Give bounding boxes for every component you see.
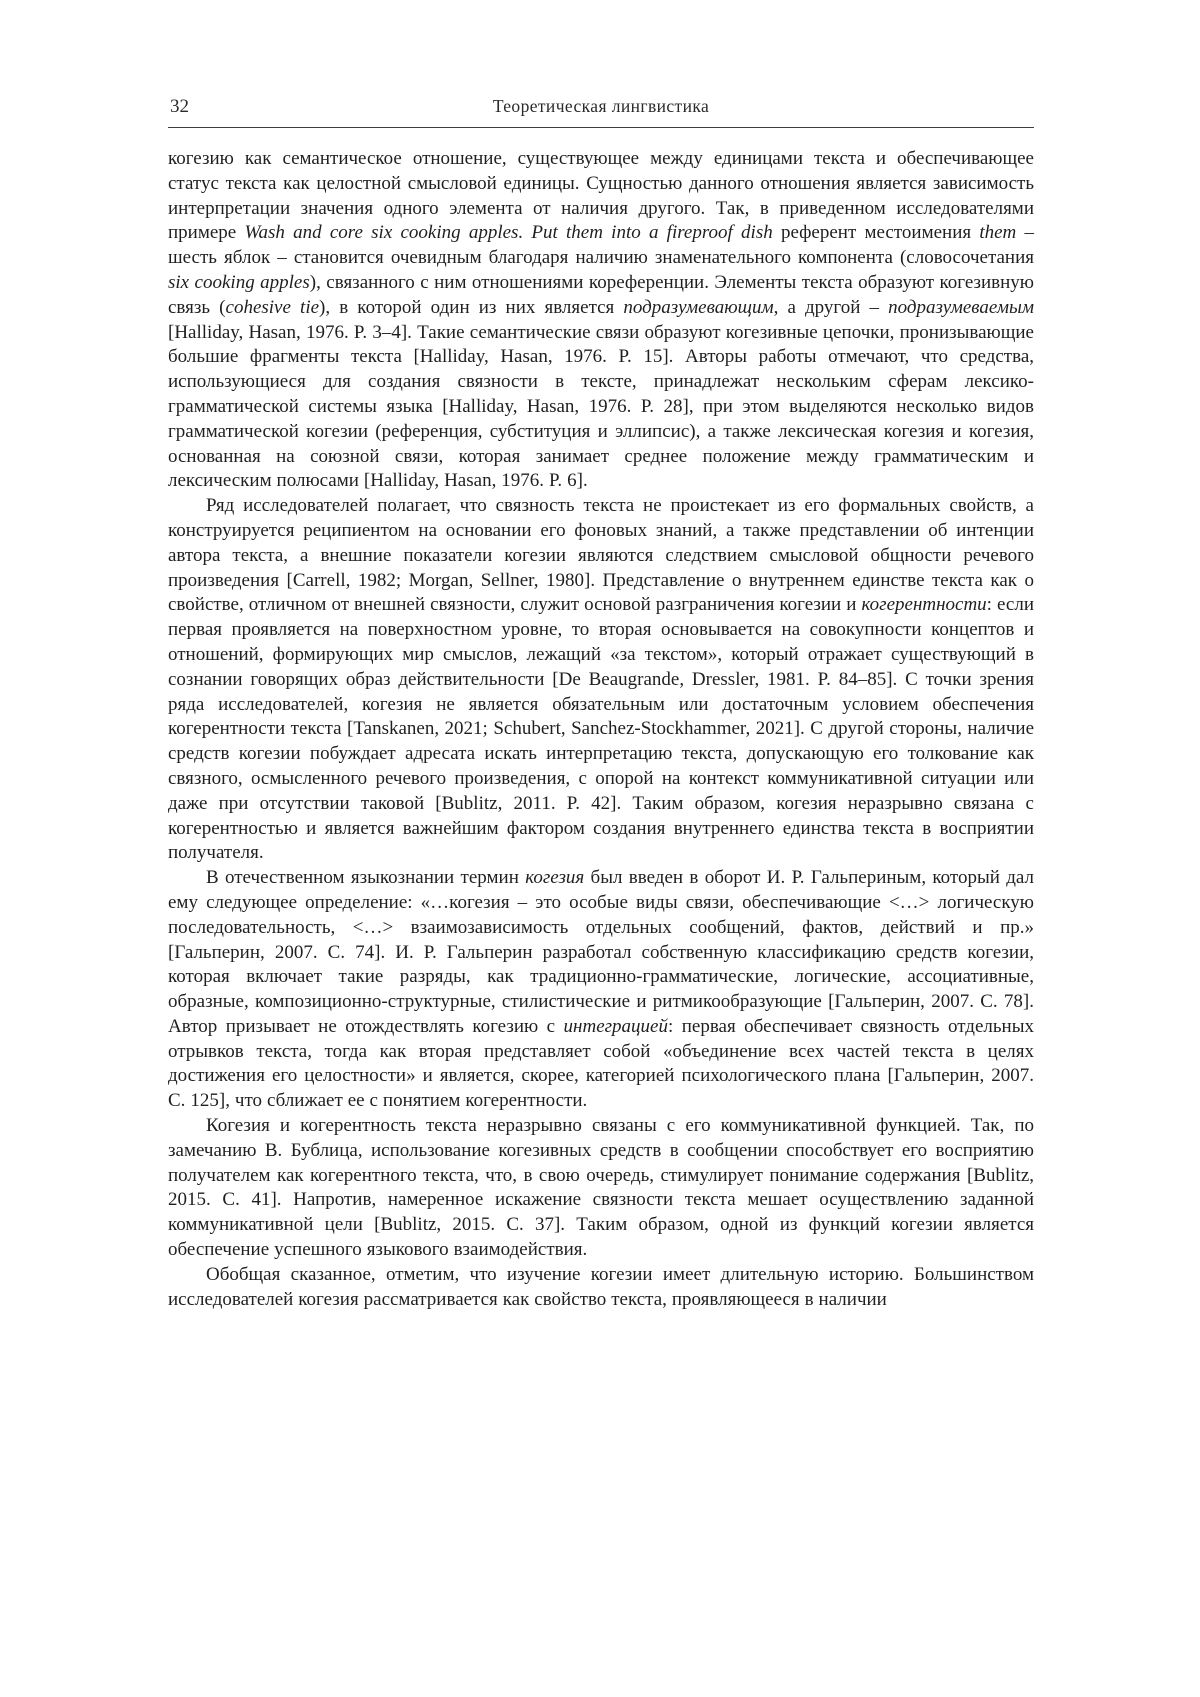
paragraph (168, 1263, 1034, 1313)
text-run: был введен в оборот И. Р. Гальпериным, который дал ему следующее определение: «…когезия – это особые виды связи, обеспечивающие <…> логическую последовательность, <…> взаимозависимость отдельных сообщений, фактов, действий и пр.» [Гальперин, 2007. С. 74]. И. Р. Гальперин разработал собственную классификацию средств когезии, которая включает такие разряды, как традиционно-грамматические, логические, ассоциативные, образные, композиционно-структурные, стилистические и ритмикообразующие [Гальперин, 2007. С. 78]. Автор призывает не отождествлять когезию с (168, 867, 1034, 1037)
text-run: , а другой – (773, 296, 889, 318)
text-run: Обобщая сказанное, отметим, что изучение когезии имеет длительную историю. Большинством исследователей когезия рассматривается как свойство текста, проявляющееся в наличии (168, 1263, 1034, 1310)
italic-text-run: six cooking apples (168, 271, 310, 293)
italic-text-run: когерентности (861, 594, 987, 616)
italic-text-run: когезия (525, 867, 585, 889)
text-run: – шесть яблок – становится очевидным благодаря наличию знаменательного компонента (словосочетания (168, 222, 1034, 269)
text-run: когезию как семантическое отношение, существующее между единицами текста и обеспечивающее статус текста как целостной смысловой единицы. Сущностью данного отношения является зависимость интерпретации значения одного элемента от наличия другого. Так, в приведенном исследователями примере (168, 148, 1034, 244)
text-run: ), связанного с ним отношениями кореференции. Элементы текста образуют когезивную связь ( (168, 271, 1034, 318)
italic-text-run: интеграцией (563, 1015, 668, 1037)
text-run: референт местоимения (772, 222, 980, 244)
text-run: В отечественном языкознании термин (206, 867, 526, 889)
text-run: Когезия и когерентность текста неразрывно связаны с его коммуникативной функцией. Так, по замечанию В. Бублица, использование когезивных средств в сообщении способствует его восприятию получателем как когерентного текста, что, в свою очередь, стимулирует понимание содержания [Bublitz, 2015. С. 41]. Напротив, намеренное искажение связности текста мешает осуществлению заданной коммуникативной цели [Bublitz, 2015. С. 37]. Таким образом, одной из функций когезии является обеспечение успешного языкового взаимодействия. (168, 1115, 1034, 1261)
running-header (168, 96, 1034, 120)
paragraph (168, 147, 1034, 494)
italic-text-run: cohesive tie (225, 296, 320, 318)
text-run: ), в которой один из них является (319, 296, 624, 318)
paragraph (168, 494, 1034, 866)
running-head-title: Теоретическая лингвистика (492, 96, 710, 116)
text-run: : первая обеспечивает связность отдельных отрывков текста, тогда как вторая представляет собой «объединение всех частей текста в целях достижения его целостности» и является, скорее, категорией психологического плана [Гальперин, 2007. С. 125], что сближает ее с понятием когерентности. (168, 1015, 1034, 1112)
text-run: Ряд исследователей полагает, что связность текста не проистекает из его формальных свойств, а конструируется реципиентом на основании его фоновых знаний, а также представлении об интенции автора текста, а внешние показатели когезии являются следствием смысловой общности речевого произведения [Carrell, 1982; Morgan, Sellner, 1980]. Представление о внутреннем единстве текста как о свойстве, отличном от внешней связности, служит основой разграничения когезии и (168, 495, 1034, 616)
italic-text-run: them (979, 222, 1017, 244)
page-number: 32 (170, 96, 189, 117)
paragraph (168, 866, 1034, 1114)
text-run: [Halliday, Hasan, 1976. P. 3–4]. Такие семантические связи образуют когезивные цепочки, пронизывающие большие фрагменты текста [Halliday, Hasan, 1976. P. 15]. Авторы работы отмечают, что средства, использующиеся для создания связности в тексте, принадлежат нескольким сферам лексико-грамматической системы языка [Halliday, Hasan, 1976. P. 28], при этом выделяются несколько видов грамматической когезии (референция, субституция и эллипсис), а также лексическая когезия и когезия, основанная на союзной связи, которая занимает среднее положение между грамматическим и лексическим полюсами [Halliday, Hasan, 1976. P. 6]. (168, 321, 1034, 492)
text-run: : если первая проявляется на поверхностном уровне, то вторая основывается на совокупности концептов и отношений, формирующих мир смыслов, лежащий «за текстом», который отражает существующий в сознании говорящих образ действительности [De Beaugrande, Dressler, 1981. P. 84–85]. С точки зрения ряда исследователей, когезия не является обязательным или достаточным условием обеспечения когерентности текста [Tanskanen, 2021; Schubert, Sanchez-Stockhammer, 2021]. С другой стороны, наличие средств когезии побуждает адресата искать интерпретацию текста, допускающую его толкование как связного, осмысленного речевого произведения, с опорой на контекст коммуникативной ситуации или даже при отсутствии таковой [Bublitz, 2011. P. 42]. Таким образом, когезия неразрывно связана с когерентностью и является важнейшим фактором создания внутреннего единства текста в восприятии получателя. (168, 594, 1034, 864)
paragraph (168, 1114, 1034, 1263)
article-body (168, 147, 1034, 1312)
header-rule (168, 127, 1034, 128)
italic-text-run: Wash and core six cooking apples. Put them into a fireproof dish (244, 222, 773, 244)
italic-text-run: подразумевающим (623, 296, 774, 318)
italic-text-run: подразумеваемым (888, 296, 1034, 318)
